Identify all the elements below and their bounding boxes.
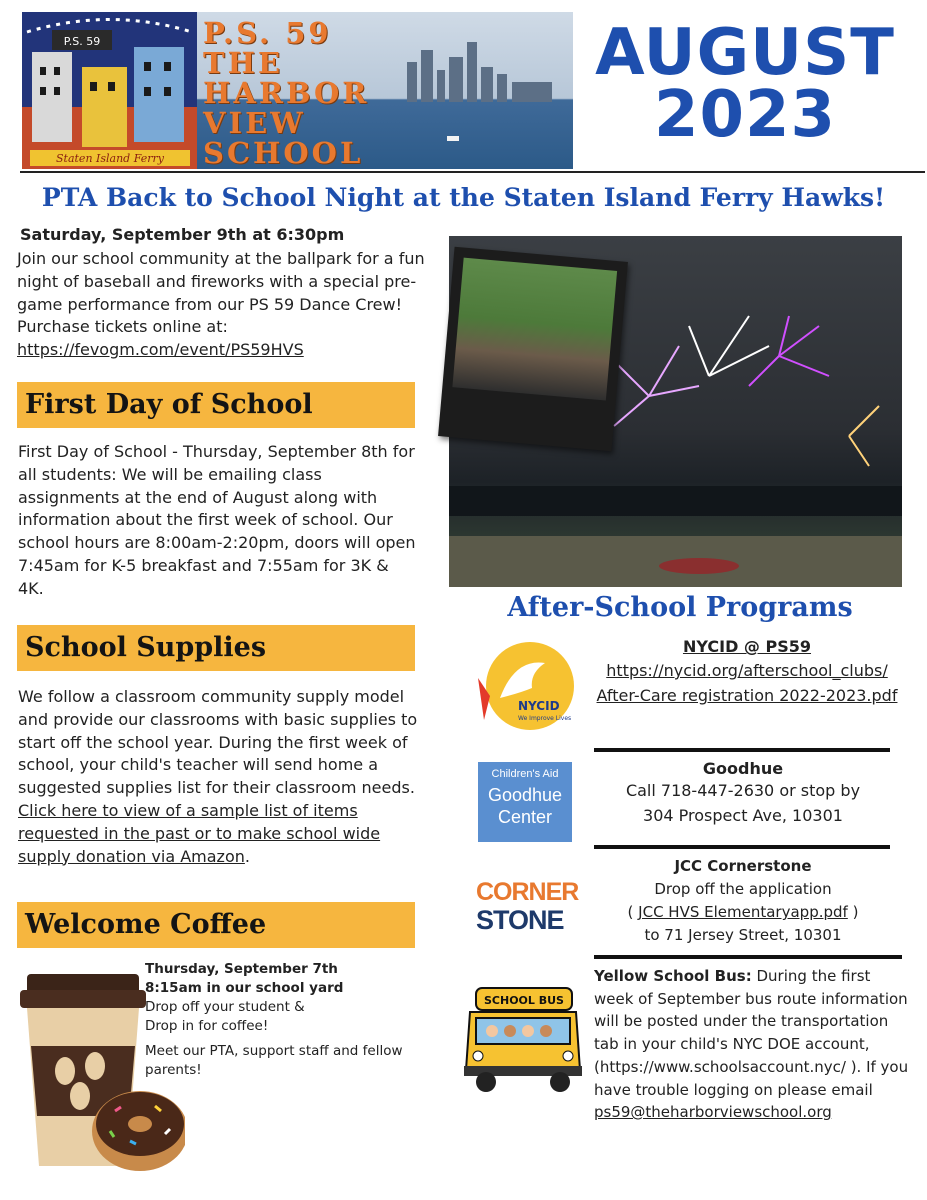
goodhue-divider — [594, 845, 890, 849]
school-bus-sign: SCHOOL BUS — [484, 994, 564, 1007]
jcc-paren-close: ) — [847, 903, 859, 921]
coffee-line-2: Drop in for coffee! — [145, 1018, 269, 1034]
coffee-date: Thursday, September 7th — [145, 961, 338, 977]
goodhue-line-1: Call 718-447-2630 or stop by — [625, 781, 861, 800]
dance-crew-polaroid — [438, 247, 628, 451]
skyline-photo — [197, 12, 573, 169]
cornerstone-logo-line-1: CORNER — [476, 878, 579, 906]
jcc-line-1: Drop off the application — [654, 880, 832, 898]
jcc-line-2 — [583, 901, 903, 924]
goodhue-line-2: 304 Prospect Ave, 10301 — [643, 806, 843, 825]
nycid-logo-tagline: We Improve Lives — [518, 715, 572, 722]
banner-line-3: HARBOR — [203, 76, 370, 110]
coffee-bar — [17, 902, 415, 948]
dance-crew-photo — [452, 258, 617, 401]
nycid-logo — [470, 638, 582, 738]
nycid-registration-link[interactable]: https://nycid.org/afterschool_clubs/ After-Care registration 2022-2023.pdf — [596, 661, 898, 705]
banner-line-2: THE — [203, 46, 284, 80]
first-day-title: First Day of School — [25, 389, 313, 420]
coffee-line-3: Meet our PTA, support staff and fellow parents! — [145, 1043, 403, 1078]
supplies-title: School Supplies — [25, 632, 267, 663]
bus-text: During the first week of September bus route information will be posted under the transportation tab in your child's NYC DOE account, (https://www.schoolsaccount.nyc/ ). If you have trouble logging on please email — [594, 967, 909, 1099]
nycid-block — [583, 637, 911, 708]
programs-heading: After-School Programs — [507, 592, 853, 623]
banner-line-1: P.S. 59 — [203, 16, 332, 50]
goodhue-block — [583, 759, 903, 828]
goodhue-name: Goodhue — [702, 759, 784, 778]
month-title — [580, 16, 910, 152]
supplies-body: We follow a classroom community supply model and provide our classrooms with basic supplies to start off the school year. During the first week of school, your child's teacher will send home a suggested supplies list for their classroom needs. Click here to view of a sample list of items requested in the past or to make school wide supply donation via Amazon. — [18, 687, 418, 866]
event-date: Saturday, September 9th at 6:30pm — [20, 225, 345, 244]
first-day-bar — [17, 382, 415, 428]
banner-line-5: SCHOOL — [203, 136, 364, 169]
first-day-text: First Day of School - Thursday, September 8th for all students: We will be emailing class assignments at the end of August along with information about the first week of school. Our school hours are 8:00am-2:20pm, doors will open 7:45am for K-5 breakfast and 7:55am for 3K & 4K. — [18, 442, 416, 598]
supplies-list-link[interactable]: Click here to view of a sample list of items requested in the past or to make school wide supply donation via Amazon — [18, 800, 381, 866]
supplies-text: We follow a classroom community supply model and provide our classrooms with basic supplies to start off the school year. During the first week of school, your child's teacher will send home a suggested supplies list for their classroom needs. — [18, 687, 418, 798]
banner-art-sign: P.S. 59 — [63, 35, 101, 48]
goodhue-logo-line-1: Children's Aid — [491, 768, 559, 780]
nycid-divider — [594, 748, 890, 752]
banner-school-name — [203, 18, 369, 168]
coffee-title: Welcome Coffee — [25, 909, 267, 940]
school-bus-illustration — [462, 978, 584, 1098]
coffee-line-1: Drop off your student & — [145, 999, 305, 1015]
jcc-line-3: to 71 Jersey Street, 10301 — [644, 926, 842, 944]
event-heading: PTA Back to School Night at the Staten Island Ferry Hawks! — [41, 183, 886, 212]
header-divider — [20, 171, 925, 173]
nycid-name: NYCID @ PS59 — [682, 637, 812, 656]
event-description — [17, 248, 440, 362]
ferry-artwork — [22, 12, 197, 169]
banner-line-4: VIEW — [203, 106, 306, 140]
nycid-logo-text: NYCID — [518, 699, 560, 713]
bus-label: Yellow School Bus: — [594, 967, 752, 985]
jcc-block — [583, 855, 903, 947]
goodhue-logo-line-2: Goodhue — [487, 785, 563, 805]
coffee-time: 8:15am in our school yard — [145, 980, 344, 996]
banner-art-caption: Staten Island Ferry — [56, 152, 164, 165]
event-description-text: Join our school community at the ballpark for a fun night of baseball and fireworks with a special pre-game performance from our PS 59 Dance Crew! Purchase tickets online at: — [17, 249, 425, 337]
event-ticket-link[interactable]: https://fevogm.com/event/PS59HVS — [17, 340, 304, 360]
cornerstone-logo — [476, 878, 579, 940]
coffee-details — [145, 960, 415, 1080]
year-label: 2023 — [653, 78, 837, 152]
cornerstone-logo-line-2: STONE — [476, 905, 564, 935]
jcc-name: JCC Cornerstone — [674, 857, 812, 875]
bus-block — [594, 965, 909, 1124]
goodhue-logo — [478, 762, 572, 842]
nycid-link-wrap — [583, 658, 911, 708]
jcc-paren-open: ( — [627, 903, 639, 921]
jcc-application-link[interactable]: JCC HVS Elementaryapp.pdf — [638, 903, 848, 921]
supplies-bar — [17, 625, 415, 671]
bus-email-link[interactable]: ps59@theharborviewschool.org — [594, 1103, 832, 1122]
month-label: AUGUST — [595, 16, 895, 90]
jcc-divider — [594, 955, 902, 959]
header-banner — [22, 12, 573, 169]
goodhue-logo-line-3: Center — [497, 807, 553, 827]
